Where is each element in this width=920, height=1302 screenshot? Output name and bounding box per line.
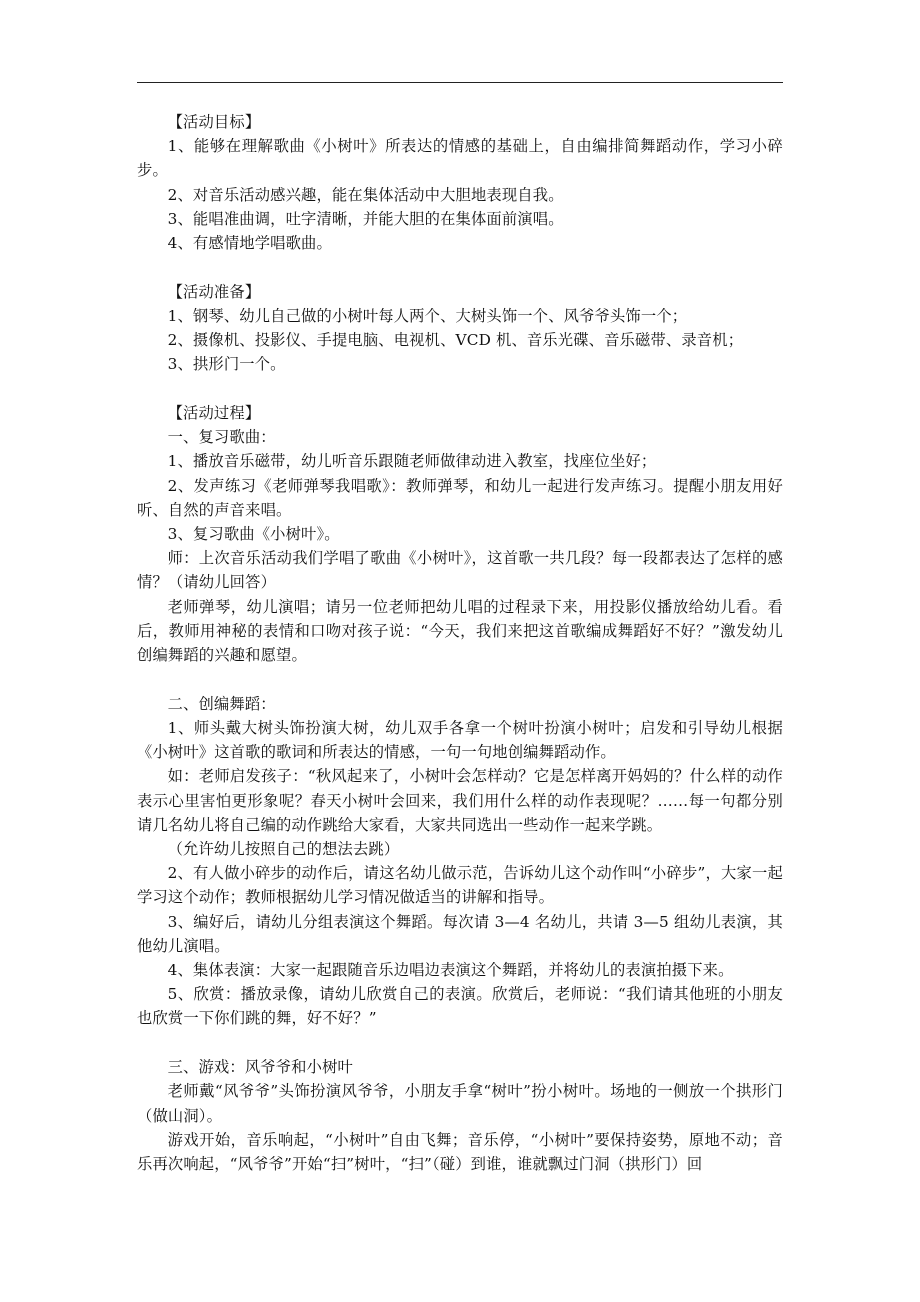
choreography-paragraph: 4、集体表演：大家一起跟随音乐边唱边表演这个舞蹈，并将幼儿的表演拍摄下来。 <box>167 961 734 979</box>
goal-item: 3、能唱准曲调，吐字清晰，并能大胆的在集体面前演唱。 <box>167 209 564 228</box>
section-heading-preparation: 【活动准备】 <box>167 282 261 301</box>
section-spacer <box>137 377 783 402</box>
section-spacer <box>137 255 783 280</box>
section-heading-process: 【活动过程】 <box>167 404 261 423</box>
preparation-item: 2、摄像机、投影仪、手提电脑、电视机、VCD 机、音乐光碟、音乐磁带、录音机； <box>167 331 744 350</box>
subsection-heading-choreography: 二、创编舞蹈： <box>167 694 276 713</box>
section-spacer <box>137 1031 783 1056</box>
header-rule <box>137 82 783 83</box>
choreography-paragraph: （允许幼儿按照自己的想法去跳） <box>167 839 400 858</box>
goal-item: 4、有感情地学唱歌曲。 <box>167 234 332 253</box>
section-spacer <box>137 667 783 692</box>
choreography-paragraph: 5、欣赏：播放录像，请幼儿欣赏自己的表演。欣赏后，老师说：“我们请其他班的小朋友也欣赏一下你们跳的舞，好不好？” <box>137 985 783 1028</box>
process-paragraph: 师：上次音乐活动我们学唱了歌曲《小树叶》，这首歌一共几段？每一段都表达了怎样的感情？（请幼儿回答） <box>137 549 783 592</box>
choreography-paragraph: 3、编好后，请幼儿分组表演这个舞蹈。每次请 3—4 名幼儿，共请 3—5 组幼儿表演，其他幼儿演唱。 <box>137 912 783 955</box>
process-paragraph: 1、播放音乐磁带，幼儿听音乐跟随老师做律动进入教室，找座位坐好； <box>167 452 657 471</box>
section-heading-goals: 【活动目标】 <box>167 113 261 131</box>
preparation-item: 1、钢琴、幼儿自己做的小树叶每人两个、大树头饰一个、风爷爷头饰一个； <box>167 306 688 325</box>
document-body <box>137 110 783 1176</box>
subsection-heading-review: 一、复习歌曲： <box>167 428 276 447</box>
choreography-paragraph: 2、有人做小碎步的动作后，请这名幼儿做示范，告诉幼儿这个动作叫“小碎步”，大家一起学习这个动作；教师根据幼儿学习情况做适当的讲解和指导。 <box>137 864 783 907</box>
game-paragraph: 老师戴“风爷爷”头饰扮演风爷爷，小朋友手拿“树叶”扮小树叶。场地的一侧放一个拱形门（做山洞）。 <box>137 1082 783 1125</box>
process-paragraph: 3、复习歌曲《小树叶》。 <box>167 525 340 544</box>
process-paragraph: 老师弹琴，幼儿演唱；请另一位老师把幼儿唱的过程录下来，用投影仪播放给幼儿看。看后，教师用神秘的表情和口吻对孩子说：“今天，我们来把这首歌编成舞蹈好不好？”激发幼儿创编舞蹈的兴趣和愿望。 <box>137 597 783 665</box>
choreography-paragraph: 如：老师启发孩子：“秋风起来了，小树叶会怎样动？它是怎样离开妈妈的？什么样的动作表示心里害怕更形象呢？春天小树叶会回来，我们用什么样的动作表现呢？……每一句都分别请几名幼儿将自己编的动作跳给大家看，大家共同选出一些动作一起来学跳。 <box>137 767 783 834</box>
game-paragraph: 游戏开始，音乐响起，“小树叶”自由飞舞；音乐停，“小树叶”要保持姿势，原地不动；音乐再次响起，“风爷爷”开始“扫”树叶，“扫”（碰）到谁，谁就飘过门洞（拱形门）回 <box>137 1130 783 1173</box>
process-paragraph: 2、发声练习《老师弹琴我唱歌》：教师弹琴，和幼儿一起进行发声练习。提醒小朋友用好听、自然的声音来唱。 <box>137 476 783 519</box>
subsection-heading-game: 三、游戏：风爷爷和小树叶 <box>167 1058 353 1077</box>
goal-item: 2、对音乐活动感兴趣，能在集体活动中大胆地表现自我。 <box>167 185 564 204</box>
preparation-item: 3、拱形门一个。 <box>167 355 286 374</box>
goal-item: 1、能够在理解歌曲《小树叶》所表达的情感的基础上，自由编排简舞蹈动作，学习小碎步。 <box>137 137 783 180</box>
choreography-paragraph: 1、师头戴大树头饰扮演大树，幼儿双手各拿一个树叶扮演小树叶；启发和引导幼儿根据《小树叶》这首歌的歌词和所表达的情感，一句一句地创编舞蹈动作。 <box>137 718 783 762</box>
